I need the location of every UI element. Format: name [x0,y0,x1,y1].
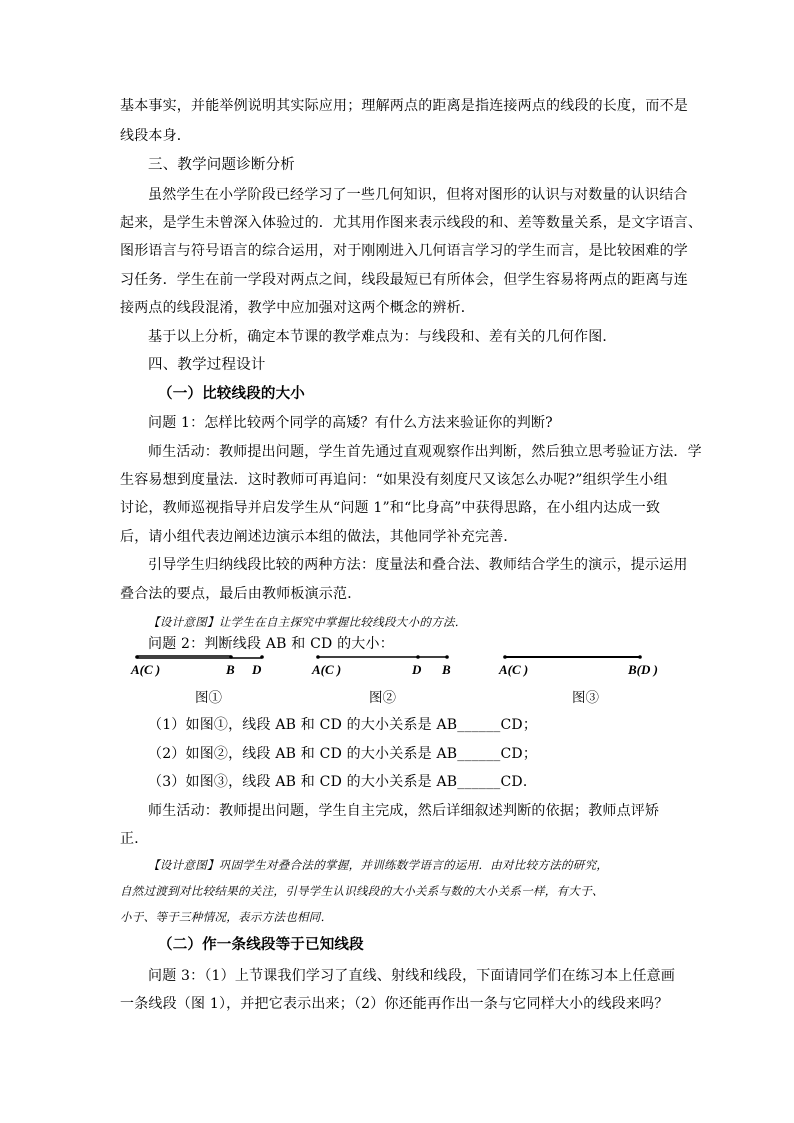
paragraph-line: 后，请小组代表边阐述边演示本组的做法，其他同学补充完善． [120,529,518,545]
paragraph-line: 正． [120,831,149,847]
point-d [260,655,264,659]
paragraph-line: 基于以上分析，确定本节课的教学难点为：与线段和、差有关的几何作图． [148,329,617,345]
point-a [316,655,320,659]
paragraph-line: 图形语言与符号语言的综合运用，对于刚刚进入几何语言学习的学生而言，是比较困难的学 [120,243,688,259]
paragraph-line: 基本事实，并能举例说明其实际应用；理解两点的距离是指连接两点的线段的长度，而不是 [120,98,688,114]
paragraph-line: 问题 3：（1）上节课我们学习了直线、射线和线段，下面请同学们在练习本上任意画 [148,968,676,984]
point-d [416,655,420,659]
paragraph-line: 讨论，教师巡视指导并启发学生从“问题 1”和“比身高”中获得思路，在小组内达成一致 [120,500,661,516]
design-intent-note: 小于、等于三种情况，表示方法也相同． [120,910,333,924]
section-heading: 三、教学问题诊断分析 [148,157,295,173]
point-a [503,655,507,659]
figure-1-segments [135,655,264,659]
subsection-heading: （二）作一条线段等于已知线段 [158,936,364,953]
paragraph-line: 习任务．学生在前一学段对两点之间，线段最短已有所体会，但学生容易将两点的距离与连 [120,272,688,288]
figure-3-caption: 图③ [572,690,599,706]
figure-1-label-b: B [226,662,235,677]
paragraph-line: 起来，是学生未曾深入体验过的．尤其用作图来表示线段的和、差等数量关系，是文字语言、 [120,215,703,231]
figure-1-caption: 图① [195,690,222,706]
question-item: （2）如图②，线段 AB 和 CD 的大小关系是 AB______CD； [148,746,538,762]
paragraph-line: 生容易想到度量法．这时教师可再追问：“如果没有刻度尺又该怎么办呢?”组织学生小组 [120,472,668,488]
paragraph-line: 接两点的线段混淆，教学中应加强对这两个概念的辨析． [120,300,475,316]
paragraph-line: 叠合法的要点，最后由教师板演示范． [120,586,362,602]
question-item: （3）如图③，线段 AB 和 CD 的大小关系是 AB______CD． [148,774,538,790]
paragraph-line: 引导学生归纳线段比较的两种方法：度量法和叠合法、教师结合学生的演示，提示运用 [148,557,688,573]
point-a [135,655,139,659]
figure-1-label-ac: A(C ) [131,662,161,677]
figure-2-label-b: B [442,662,451,677]
question-item: （1）如图①，线段 AB 和 CD 的大小关系是 AB______CD； [148,717,538,733]
design-intent-note: 【设计意图】让学生在自主探究中掌握比较线段大小的方法． [148,615,467,629]
design-intent-note: 自然过渡到对比较结果的关注，引导学生认识线段的大小关系与数的大小关系一样，有大于、 [120,884,604,898]
paragraph-line: 虽然学生在小学阶段已经学习了一些几何知识，但将对图形的认识与对数量的认识结合 [148,187,688,203]
figure-3-label-ac: A(C ) [499,662,529,677]
paragraph-line: 师生活动：教师提出问题，学生自主完成，然后详细叙述判断的依据；教师点评矫 [148,803,660,819]
section-heading: 四、教学过程设计 [148,357,266,373]
figure-2-label-d: D [412,662,422,677]
paragraph-line: 一条线段（图 1），并把它表示出来；（2）你还能再作出一条与它同样大小的线段来吗？ [120,996,669,1012]
paragraph-line: 问题 1：怎样比较两个同学的高矮？有什么方法来验证你的判断? [148,415,553,431]
figure-2-caption: 图② [369,690,396,706]
point-b [445,655,449,659]
paragraph-line: 线段本身． [120,128,191,144]
figure-3-segments [503,655,642,659]
figure-3-label-bd: B(D ) [628,662,658,677]
figure-2-segments [316,655,449,659]
subsection-heading: （一）比较线段的大小 [158,385,305,402]
figure-2-label-ac: A(C ) [312,662,342,677]
design-intent-note: 【设计意图】巩固学生对叠合法的掌握，并训练数学语言的运用．由对比较方法的研究， [148,858,609,872]
paragraph-line: 问题 2：判断线段 AB 和 CD 的大小： [148,636,394,652]
paragraph-line: 师生活动：教师提出问题，学生首先通过直观观察作出判断，然后独立思考验证方法．学 [148,444,702,460]
point-b [638,655,642,659]
point-b [229,655,233,659]
figure-1-label-d: D [252,662,262,677]
